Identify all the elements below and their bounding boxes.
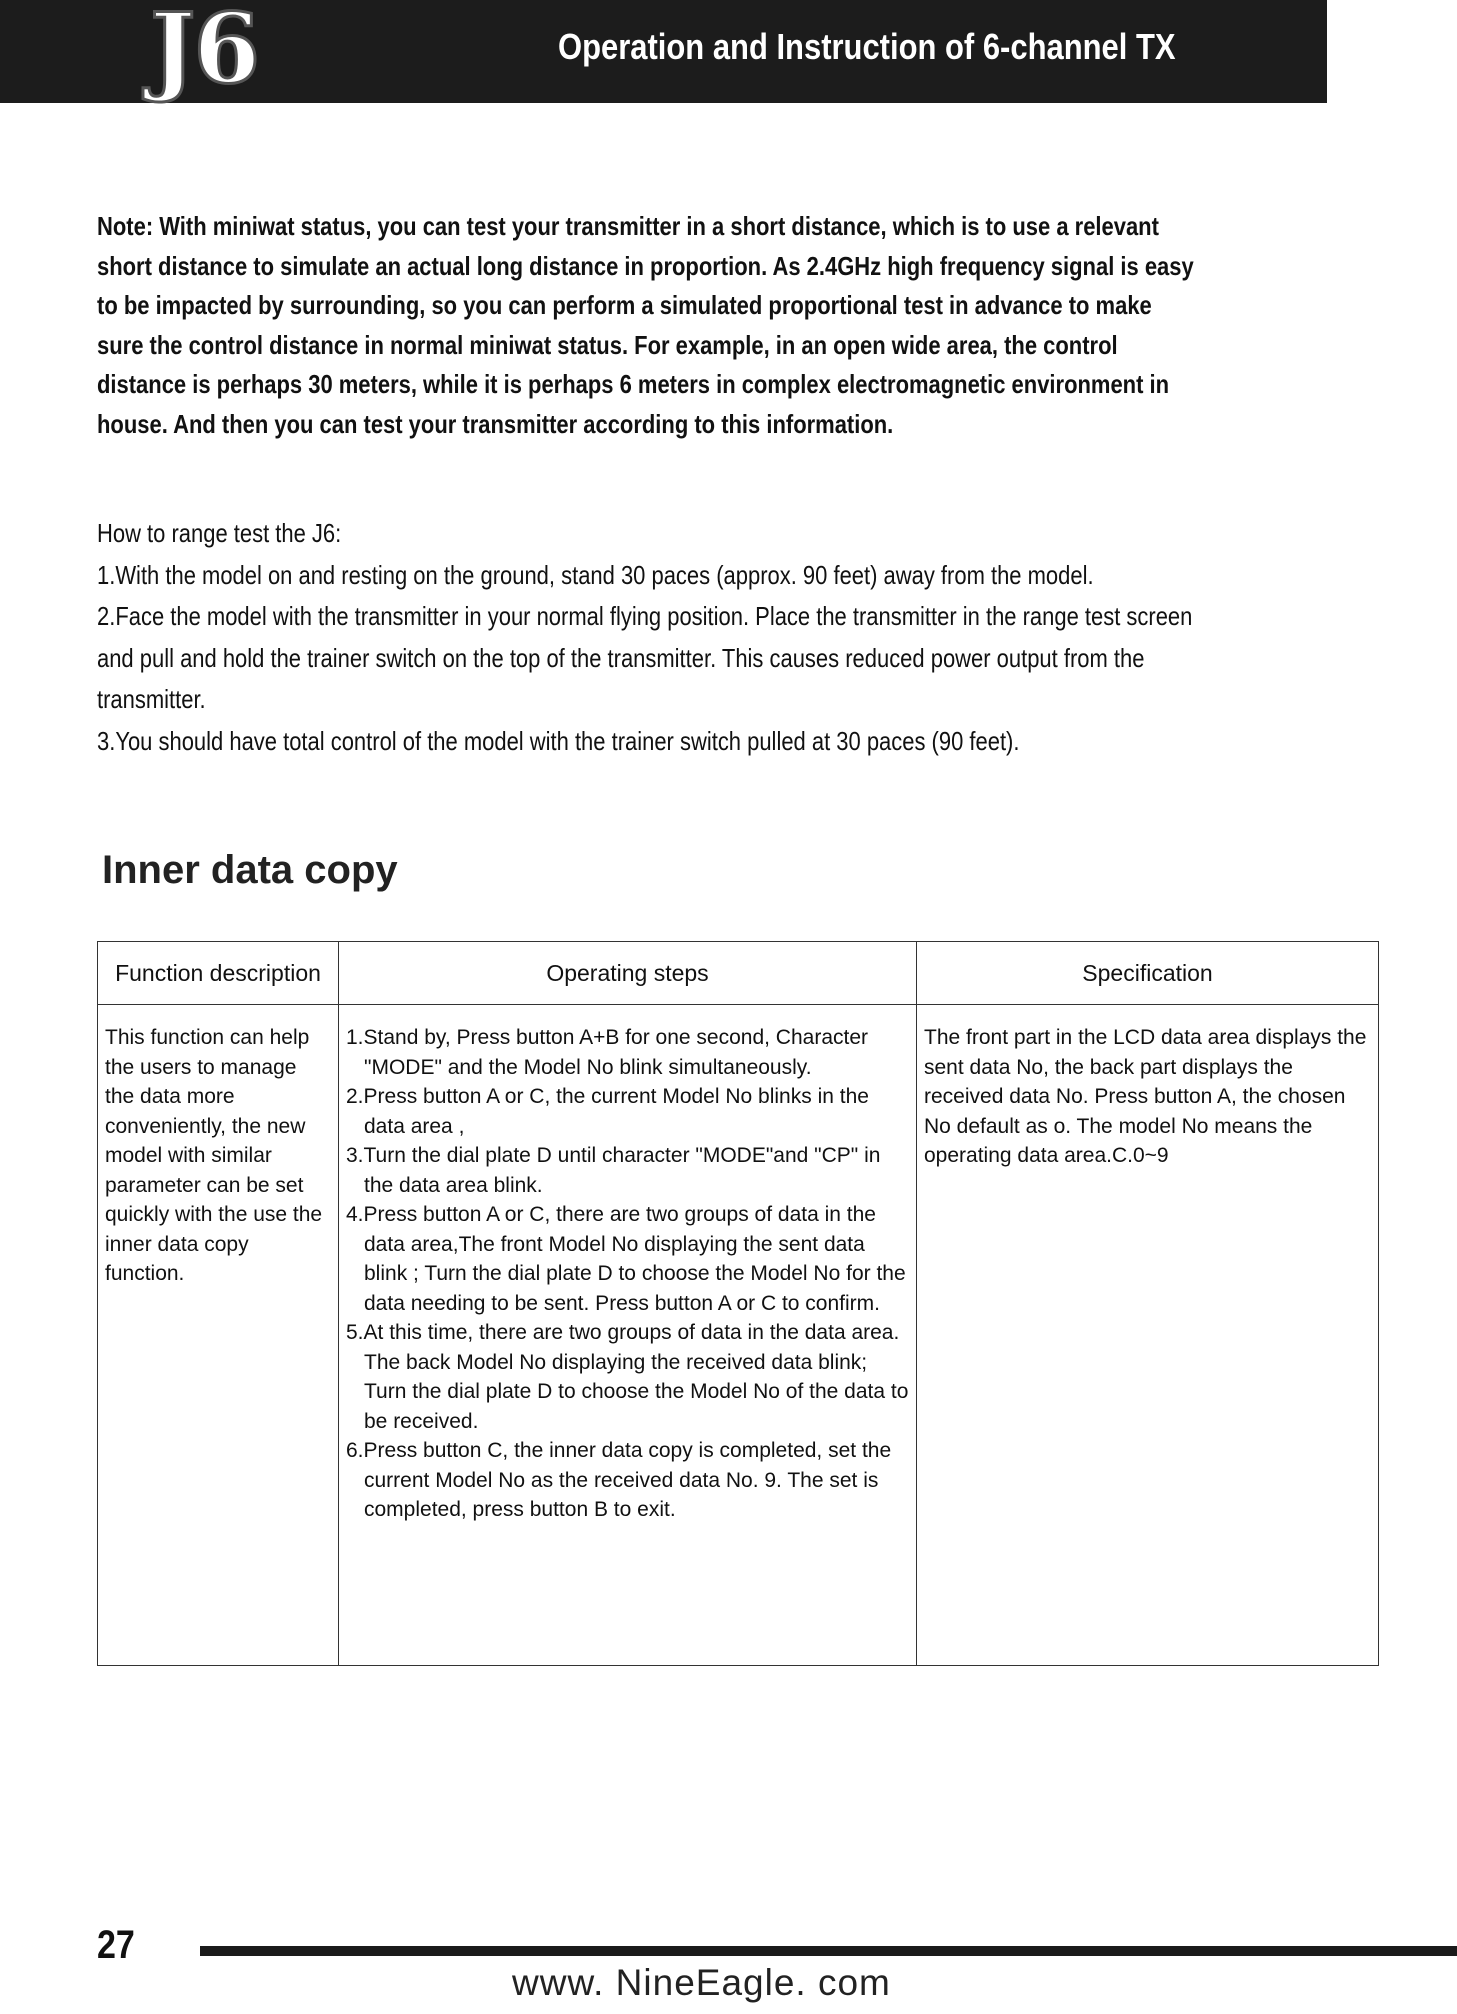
specification-text: The front part in the LCD data area displays the sent data No, the back part displays the received data No. Press button A, the chosen No default as o. The model No means the operating data area.C.0~9 — [924, 1026, 1367, 1167]
footer-website: www. NineEagle. com — [512, 1962, 891, 2003]
note-paragraph: Note: With miniwat status, you can test your transmitter in a short distance, which is to use a relevant short distance to simulate an actual long distance in proportion. As 2.4GHz high frequency signal is easy to be impacted by surrounding, so you can perform a simulated proportional test in advance to make sure the control distance in normal miniwat status. For example, in an open wide area, the control distance is perhaps 30 meters, while it is perhaps 6 meters in complex electromagnetic environment in house. And then you can test your transmitter according to this information. — [97, 211, 1194, 439]
operating-step: 5.At this time, there are two groups of data in the data area. The back Model No displaying the received data blink; Turn the dial plate D to choose the Model No of the data to be received. — [346, 1321, 909, 1433]
header-function-description: Function description — [98, 942, 339, 1005]
operating-step: 2.Press button A or C, the current Model No blinks in the data area , — [346, 1085, 869, 1138]
operating-steps-list — [346, 1023, 909, 1525]
operating-step: 4.Press button A or C, there are two groups of data in the data area,The front Model No displaying the sent data blink ; Turn the dial plate D to choose the Model No for the data needing to be sent. Press button A or C to confirm. — [346, 1203, 906, 1315]
header-operating-steps: Operating steps — [339, 942, 917, 1005]
range-test-section — [97, 513, 1199, 762]
range-test-heading: How to range test the J6: — [97, 518, 342, 548]
header-specification: Specification — [917, 942, 1379, 1005]
section-title: Inner data copy — [102, 848, 398, 892]
page-header — [0, 0, 1327, 103]
j6-logo: J6 — [150, 0, 259, 105]
range-test-step: 1.With the model on and resting on the ground, stand 30 paces (approx. 90 feet) away from the model. — [97, 559, 1094, 590]
operating-step: 6.Press button C, the inner data copy is completed, set the current Model No as the received data No. 9. The set is completed, press button B to exit. — [346, 1439, 892, 1521]
table-row — [98, 1005, 1379, 1666]
operating-step: 3.Turn the dial plate D until character "MODE"and "CP" in the data area blink. — [346, 1144, 881, 1197]
inner-data-copy-table — [97, 941, 1379, 1666]
operating-step: 1.Stand by, Press button A+B for one second, Character "MODE" and the Model No blink simultaneously. — [346, 1026, 869, 1079]
specification-cell — [917, 1005, 1379, 1666]
range-test-step: 2.Face the model with the transmitter in your normal flying position. Place the transmitter in the range test screen and pull and hold the trainer switch on the top of the transmitter. This causes reduced power output from the transmitter. — [97, 601, 1199, 714]
table-header-row — [98, 942, 1379, 1005]
footer-divider — [200, 1946, 1457, 1956]
range-test-step: 3.You should have total control of the model with the trainer switch pulled at 30 paces (90 feet). — [97, 725, 1020, 756]
function-description-text: This function can help the users to manage the data more conveniently, the new model with similar parameter can be set quickly with the use the inner data copy function. — [105, 1026, 323, 1285]
header-title: Operation and Instruction of 6-channel TX — [558, 26, 1176, 67]
operating-steps-cell — [339, 1005, 917, 1666]
function-description-cell — [98, 1005, 339, 1666]
page-number: 27 — [97, 1923, 135, 1967]
